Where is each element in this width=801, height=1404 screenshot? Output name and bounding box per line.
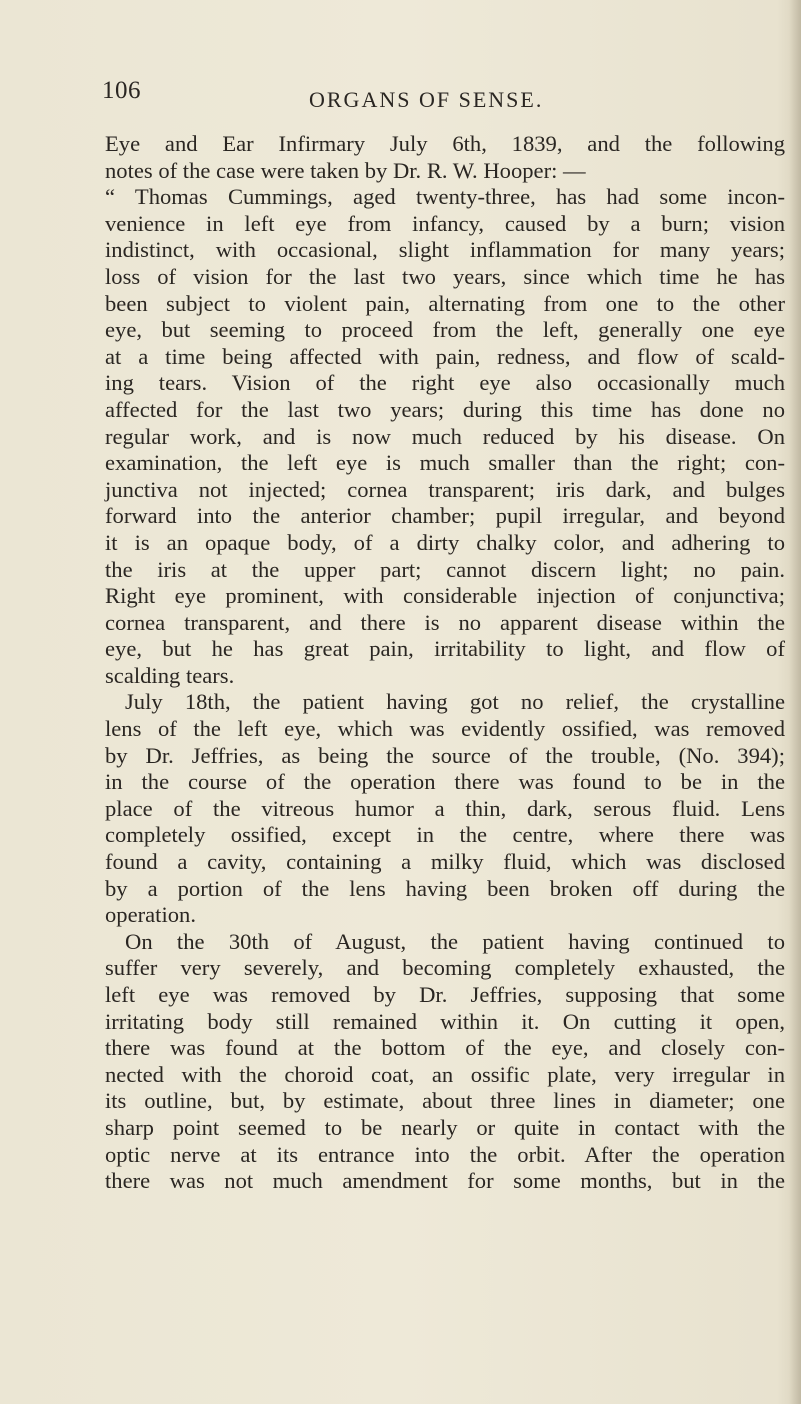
- text-line: in the course of the operation there was found to be in the: [105, 769, 785, 795]
- page-edge-shadow: [789, 0, 801, 1404]
- text-line: it is an opaque body, of a dirty chalky color, and adhering to: [105, 529, 785, 555]
- text-line: there was found at the bottom of the eye, and closely con-: [105, 1035, 785, 1061]
- text-line: place of the vitreous humor a thin, dark, serous fluid. Lens: [105, 795, 785, 821]
- text-line: junctiva not injected; cornea transparent; iris dark, and bulges: [105, 476, 785, 502]
- text-line: sharp point seemed to be nearly or quite in contact with the: [105, 1114, 785, 1140]
- text-line: “ Thomas Cummings, aged twenty-three, has had some incon-: [105, 184, 785, 210]
- text-line: July 18th, the patient having got no relief, the crystalline: [125, 689, 785, 715]
- text-line: On the 30th of August, the patient having continued to: [125, 928, 785, 954]
- text-line: by a portion of the lens having been broken off during the: [105, 875, 785, 901]
- text-line: there was not much amendment for some months, but in the: [105, 1168, 785, 1194]
- text-line: affected for the last two years; during this time has done no: [105, 396, 785, 422]
- text-line: operation.: [105, 902, 196, 928]
- text-line: nected with the choroid coat, an ossific plate, very irregular in: [105, 1061, 785, 1087]
- text-line: notes of the case were taken by Dr. R. W. Hooper: —: [105, 157, 586, 183]
- text-line: suffer very severely, and becoming completely exhausted, the: [105, 955, 785, 981]
- text-line: optic nerve at its entrance into the orbit. After the operation: [105, 1141, 785, 1167]
- text-line: at a time being affected with pain, redness, and flow of scald-: [105, 343, 785, 369]
- text-line: cornea transparent, and there is no apparent disease within the: [105, 609, 785, 635]
- text-line: Eye and Ear Infirmary July 6th, 1839, and the following: [105, 131, 785, 156]
- text-line: irritating body still remained within it. On cutting it open,: [105, 1008, 785, 1034]
- text-line: by Dr. Jeffries, as being the source of the trouble, (No. 394);: [105, 742, 785, 768]
- text-line: ing tears. Vision of the right eye also occasionally much: [105, 370, 785, 396]
- text-line: found a cavity, containing a milky fluid, which was disclosed: [105, 849, 785, 875]
- text-line: the iris at the upper part; cannot discern light; no pain.: [105, 556, 785, 582]
- text-line: completely ossified, except in the centre, where there was: [105, 822, 785, 848]
- running-head: ORGANS OF SENSE.: [309, 87, 544, 112]
- text-line: eye, but seeming to proceed from the left, generally one eye: [105, 317, 785, 343]
- text-line: eye, but he has great pain, irritability to light, and flow of: [105, 636, 785, 662]
- text-line: forward into the anterior chamber; pupil irregular, and beyond: [105, 503, 785, 529]
- text-line: loss of vision for the last two years, since which time he has: [105, 263, 785, 289]
- text-line: left eye was removed by Dr. Jeffries, supposing that some: [105, 982, 785, 1007]
- text-line: regular work, and is now much reduced by his disease. On: [105, 423, 785, 449]
- text-line: Right eye prominent, with considerable injection of conjunctiva;: [105, 583, 785, 609]
- text-line: indistinct, with occasional, slight inflammation for many years;: [105, 237, 785, 263]
- text-line: been subject to violent pain, alternating from one to the other: [105, 290, 785, 316]
- text-line: lens of the left eye, which was evidently ossified, was removed: [105, 716, 785, 742]
- page-number: 106: [102, 77, 141, 104]
- text-line: scalding tears.: [105, 662, 235, 688]
- text-line: its outline, but, by estimate, about three lines in diameter; one: [105, 1088, 785, 1114]
- body-text: [105, 131, 785, 1195]
- text-line: venience in left eye from infancy, caused by a burn; vision: [105, 210, 785, 236]
- text-line: examination, the left eye is much smaller than the right; con-: [105, 450, 785, 476]
